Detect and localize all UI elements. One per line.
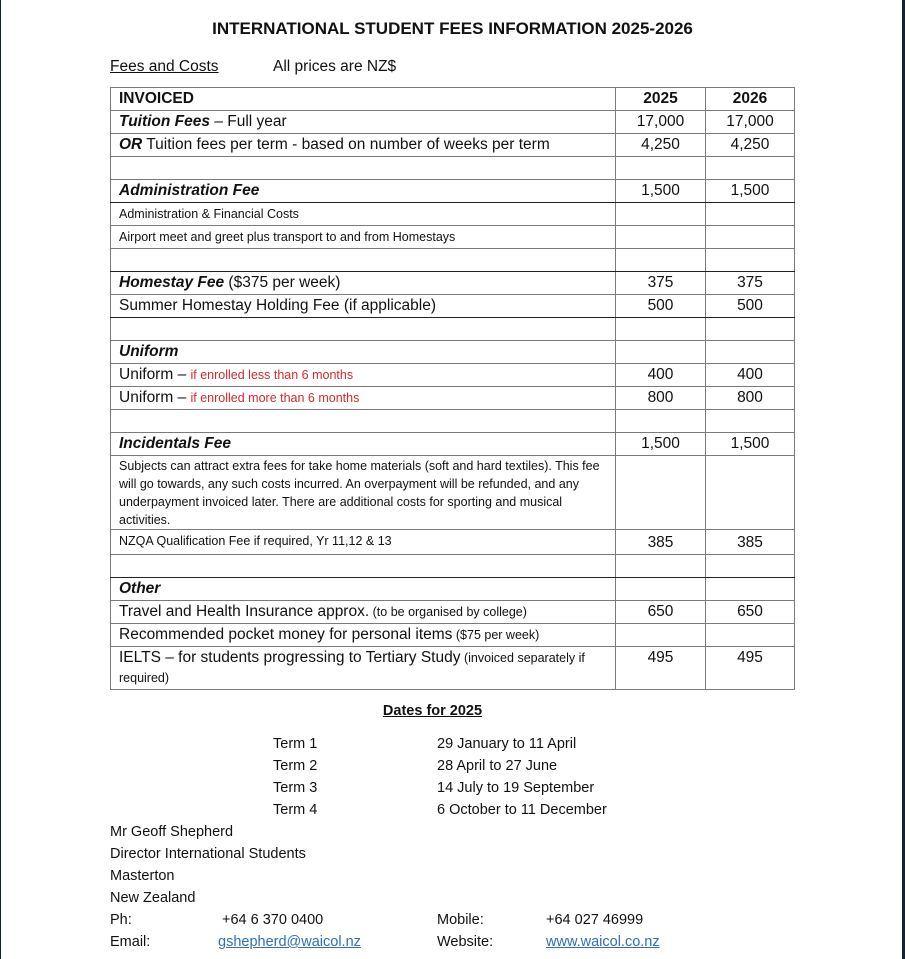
incidentals-2026: 1,500 [706, 433, 795, 456]
table-row [111, 111, 795, 134]
subheading-row [110, 58, 397, 76]
table-row [111, 601, 795, 624]
email-label: Email: [110, 934, 151, 950]
uniform-less-note: if enrolled less than 6 months [190, 368, 354, 382]
header-2025: 2025 [616, 88, 706, 111]
spacer-row [111, 318, 795, 341]
contact-name: Mr Geoff Shepherd [110, 824, 234, 840]
admin-costs-label: Administration & Financial Costs [111, 203, 616, 226]
ielts-label: IELTS – for students progressing to Tertiary Study (invoiced separately if required) [111, 647, 616, 690]
nzqa-2025: 385 [616, 530, 706, 555]
header-invoiced: INVOICED [111, 88, 616, 111]
mobile-value: +64 027 46999 [546, 912, 644, 928]
homestay-2026: 375 [706, 272, 795, 295]
term-label: Term 3 [273, 780, 318, 796]
email-link[interactable]: gshepherd@waicol.nz [218, 934, 361, 950]
table-row [111, 203, 795, 226]
table-row [111, 578, 795, 601]
contact-city: Masterton [110, 868, 175, 884]
spacer-row [111, 410, 795, 433]
phone-label: Ph: [110, 912, 132, 928]
tuition-term-2026: 4,250 [706, 134, 795, 157]
fees-table [110, 87, 795, 690]
airport-label: Airport meet and greet plus transport to and from Homestays [111, 226, 616, 249]
nzqa-label: NZQA Qualification Fee if required, Yr 11,12 & 13 [111, 530, 616, 555]
incidentals-label: Incidentals Fee [111, 433, 616, 456]
term-dates: 14 July to 19 September [437, 780, 595, 796]
table-row [111, 134, 795, 157]
spacer-row [111, 555, 795, 578]
term-row-4 [273, 802, 607, 818]
table-row [111, 530, 795, 555]
uniform-more-2025: 800 [616, 387, 706, 410]
uniform-heading: Uniform [111, 341, 616, 364]
mobile-label: Mobile: [437, 912, 484, 928]
admin-fee-2026: 1,500 [706, 180, 795, 203]
table-row [111, 624, 795, 647]
table-row [111, 226, 795, 249]
term-row-3 [273, 780, 595, 796]
pocket-money-label: Recommended pocket money for personal items ($75 per week) [111, 624, 616, 647]
term-row-1 [273, 736, 577, 752]
tuition-term-label: OR Tuition fees per term - based on number of weeks per term [111, 134, 616, 157]
table-row [111, 647, 795, 690]
currency-note: All prices are NZ$ [273, 58, 397, 75]
term-row-2 [273, 758, 558, 774]
uniform-more-label: Uniform – if enrolled more than 6 months [111, 387, 616, 410]
term-dates: 28 April to 27 June [437, 758, 558, 774]
homestay-label: Homestay Fee ($375 per week) [111, 272, 616, 295]
incidentals-2025: 1,500 [616, 433, 706, 456]
term-label: Term 4 [273, 802, 318, 818]
header-2026: 2026 [706, 88, 795, 111]
summer-holding-2025: 500 [616, 295, 706, 318]
table-row [111, 180, 795, 203]
ielts-2026: 495 [706, 647, 795, 690]
tuition-full-2025: 17,000 [616, 111, 706, 134]
website-label: Website: [437, 934, 494, 950]
admin-fee-label: Administration Fee [111, 180, 616, 203]
table-row [111, 295, 795, 318]
admin-fee-2025: 1,500 [616, 180, 706, 203]
uniform-less-label: Uniform – if enrolled less than 6 months [111, 364, 616, 387]
document-title: INTERNATIONAL STUDENT FEES INFORMATION 2025-2026 [212, 19, 693, 38]
term-dates: 29 January to 11 April [437, 736, 577, 752]
table-header-row [111, 88, 795, 111]
insurance-2026: 650 [706, 601, 795, 624]
insurance-2025: 650 [616, 601, 706, 624]
insurance-label: Travel and Health Insurance approx. (to be organised by college) [111, 601, 616, 624]
table-row [111, 341, 795, 364]
tuition-full-2026: 17,000 [706, 111, 795, 134]
uniform-more-note: if enrolled more than 6 months [190, 391, 360, 405]
nzqa-2026: 385 [706, 530, 795, 555]
page-frame-left [0, 0, 1, 959]
fees-and-costs-heading: Fees and Costs [110, 58, 219, 75]
term-dates: 6 October to 11 December [437, 802, 607, 818]
phone-value: +64 6 370 0400 [222, 912, 324, 928]
spacer-row [111, 157, 795, 180]
contact-role: Director International Students [110, 846, 306, 862]
table-row [111, 387, 795, 410]
incidentals-description: Subjects can attract extra fees for take home materials (soft and hard textiles). This fee will go towards, any such costs incurred. An overpayment will be refunded, and any underpayment invoiced later. There are additional costs for sporting and musical activities. [111, 456, 616, 530]
summer-holding-2026: 500 [706, 295, 795, 318]
summer-holding-label: Summer Homestay Holding Fee (if applicable) [111, 295, 616, 318]
uniform-less-2026: 400 [706, 364, 795, 387]
term-label: Term 2 [273, 758, 318, 774]
tuition-full-label: Tuition Fees – Full year [111, 111, 616, 134]
uniform-more-2026: 800 [706, 387, 795, 410]
tuition-term-2025: 4,250 [616, 134, 706, 157]
table-row [111, 272, 795, 295]
uniform-less-2025: 400 [616, 364, 706, 387]
term-label: Term 1 [273, 736, 318, 752]
spacer-row [111, 249, 795, 272]
dates-heading: Dates for 2025 [382, 703, 483, 719]
ielts-2025: 495 [616, 647, 706, 690]
homestay-2025: 375 [616, 272, 706, 295]
other-heading: Other [111, 578, 616, 601]
website-link[interactable]: www.waicol.co.nz [546, 934, 660, 950]
table-row [111, 456, 795, 530]
contact-country: New Zealand [110, 890, 196, 906]
table-row [111, 433, 795, 456]
table-row [111, 364, 795, 387]
